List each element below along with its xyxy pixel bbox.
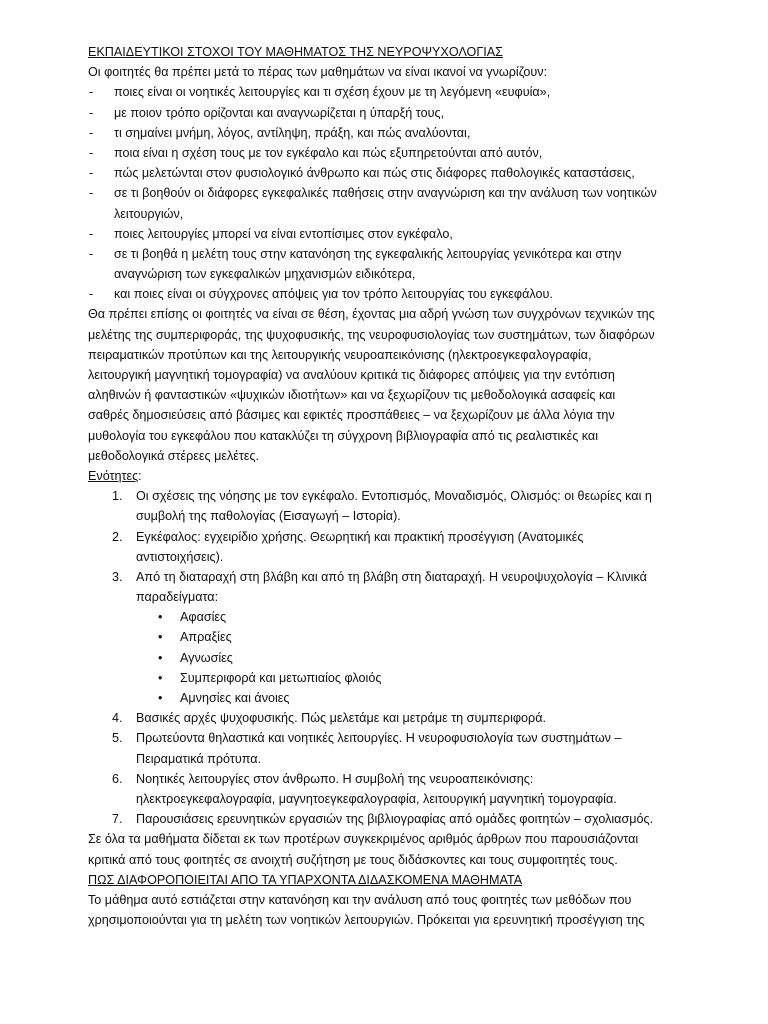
bullet-marker: • <box>158 691 163 705</box>
unit-number: 3. <box>112 569 123 584</box>
paragraph-line: Θα πρέπει επίσης οι φοιτητές να είναι σε θέση, έχοντας μια αδρή γνώση των συγχρόνων τεχνικών της <box>88 307 655 322</box>
list-item <box>88 224 682 244</box>
unit-number: 1. <box>112 489 123 504</box>
example-item <box>88 627 682 647</box>
example-text: Απραξίες <box>180 630 232 645</box>
dash-marker: - <box>89 145 94 160</box>
bullet-marker: • <box>158 670 163 685</box>
units-label: Ενότητες <box>88 468 139 483</box>
paragraph-line: μυθολογία του εγκεφάλου που κατακλύζει τη σύγχρονη βιβλιογραφία από τις ρεαλιστικές και <box>88 428 598 443</box>
list-item <box>88 244 682 284</box>
paragraph-line: κριτικά από τους φοιτητές σε ανοιχτή συζήτηση με τους διδάσκοντες και τους συμφοιτητές τους. <box>88 852 618 867</box>
list-item-text: και ποιες είναι οι σύγχρονες απόψεις για τον τρόπο λειτουργίας του εγκεφάλου. <box>114 287 553 302</box>
paragraph-articles <box>88 829 682 869</box>
list-item <box>88 183 682 223</box>
unit-text: Νοητικές λειτουργίες στον άνθρωπο. Η συμβολή της νευροαπεικόνισης: <box>136 771 534 786</box>
dash-marker: - <box>89 85 94 100</box>
units-colon: : <box>138 468 142 483</box>
unit-text: Πρωτεύοντα θηλαστικά και νοητικές λειτουργίες. Η νευροφυσιολογία των συστημάτων – <box>136 731 622 746</box>
dash-marker: - <box>89 186 94 201</box>
unit-number: 2. <box>112 529 123 544</box>
paragraph-line: Σε όλα τα μαθήματα δίδεται εκ των προτέρων συγκεκριμένος αριθμός άρθρων που παρουσιάζονται <box>88 832 639 847</box>
unit-item <box>88 809 682 829</box>
list-item <box>88 143 682 163</box>
units-heading <box>88 466 682 486</box>
unit-text: Οι σχέσεις της νόησης με τον εγκέφαλο. Εντοπισμός, Μοναδισμός, Ολισμός: οι θεωρίες και η <box>136 489 652 504</box>
section-heading: ΕΚΠΑΙΔΕΥΤΙΚΟΙ ΣΤΟΧΟΙ ΤΟΥ ΜΑΘΗΜΑΤΟΣ ΤΗΣ ΝΕΥΡΟΨΥΧΟΛΟΓΙΑΣ <box>88 45 503 59</box>
paragraph-line: πειραματικών προτύπων και της λειτουργικής νευροαπεικόνισης (ηλεκτροεγκεφαλογραφία, <box>88 347 592 362</box>
unit-number: 5. <box>112 731 123 746</box>
unit-text-continuation: αντιστοιχήσεις). <box>136 549 224 564</box>
document-page <box>88 42 682 930</box>
unit-number: 6. <box>112 771 123 786</box>
unit-item <box>88 708 682 728</box>
bullet-marker: • <box>158 650 163 665</box>
unit-text: Παρουσιάσεις ερευνητικών εργασιών της βιβλιογραφίας από ομάδες φοιτητών – σχολιασμός. <box>136 812 654 827</box>
paragraph-line: μελέτης της συμπεριφοράς, της ψυχοφυσικής, της νευροφυσιολογίας των συστημάτων, των διαφόρων <box>88 327 655 342</box>
dash-marker: - <box>89 166 94 181</box>
unit-text: Από τη διαταραχή στη βλάβη και από τη βλάβη στη διαταραχή. Η νευροψυχολογία – Κλινικά <box>136 569 647 584</box>
intro-line: Οι φοιτητές θα πρέπει μετά το πέρας των μαθημάτων να είναι ικανοί να γνωρίζουν: <box>88 65 548 80</box>
list-item-text: πώς μελετώνται στον φυσιολογικό άνθρωπο και πώς στις διάφορες παθολογικές καταστάσεις, <box>114 166 635 181</box>
list-item-text: σε τι βοηθά η μελέτη τους στην κατανόηση της εγκεφαλικής λειτουργίας γενικότερα και στην <box>114 246 622 261</box>
paragraph-line: χρησιμοποιούνται για τη μελέτη των νοητικών λειτουργιών. Πρόκειται για ερευνητική προσέγγιση της <box>88 913 645 928</box>
list-item <box>88 82 682 102</box>
bullet-marker: • <box>158 630 163 645</box>
example-text: Αγνωσίες <box>180 650 233 665</box>
unit-item <box>88 527 682 567</box>
list-item <box>88 103 682 123</box>
unit-text-continuation: Πειραματικά πρότυπα. <box>136 751 262 766</box>
list-item-continuation: αναγνώριση των εγκεφαλικών μηχανισμών ειδικότερα, <box>114 267 416 282</box>
paragraph-line: σαθρές δημοσιεύσεις από βάσιμες και εφικτές προσπάθειες – να ξεχωρίζουν με άλλα λόγια την <box>88 408 615 423</box>
list-item-text: ποια είναι η σχέση τους με τον εγκέφαλο και πώς εξυπηρετούνται από αυτόν, <box>114 145 543 160</box>
paragraph-line: λειτουργική μαγνητική τομογραφία) να αναλύουν κριτικά τις διάφορες απόψεις για την εντόπιση <box>88 368 615 382</box>
example-text: Αφασίες <box>180 610 227 625</box>
unit-number: 7. <box>112 812 123 827</box>
example-item <box>88 668 682 688</box>
example-item <box>88 648 682 668</box>
dash-marker: - <box>89 105 94 120</box>
unit-text-continuation: συμβολή της παθολογίας (Εισαγωγή – Ιστορία). <box>136 509 401 524</box>
dash-marker: - <box>89 246 94 261</box>
unit-text-continuation: παραδείγματα: <box>136 590 219 605</box>
example-text: Αμνησίες και άνοιες <box>180 691 290 705</box>
list-item <box>88 163 682 183</box>
dash-marker: - <box>89 125 94 140</box>
unit-item <box>88 486 682 526</box>
unit-text: Εγκέφαλος: εγχειρίδιο χρήσης. Θεωρητική και πρακτική προσέγγιση (Ανατομικές <box>136 529 584 544</box>
example-item <box>88 607 682 627</box>
list-item-text: με ποιον τρόπο ορίζονται και αναγνωρίζεται η ύπαρξή τους, <box>114 105 445 120</box>
bullet-marker: • <box>158 610 163 625</box>
dash-marker: - <box>89 287 94 302</box>
list-item-text: τι σημαίνει μνήμη, λόγος, αντίληψη, πράξη, και πώς αναλύονται, <box>114 125 471 140</box>
unit-item <box>88 769 682 809</box>
list-item-text: σε τι βοηθούν οι διάφορες εγκεφαλικές παθήσεις στην αναγνώριση και την ανάλυση των νοητικών <box>114 186 657 201</box>
paragraph-difference <box>88 890 682 930</box>
list-item-text: ποιες είναι οι νοητικές λειτουργίες και τι σχέση έχουν με τη λεγόμενη «ευφυία», <box>114 85 551 100</box>
list-item <box>88 123 682 143</box>
unit-item <box>88 567 682 607</box>
units-list <box>88 486 682 829</box>
dash-marker: - <box>89 226 94 241</box>
goals-list <box>88 82 682 304</box>
paragraph-line: Το μάθημα αυτό εστιάζεται στην κατανόηση και την ανάλυση από τους φοιτητές των μεθόδων που <box>88 892 632 907</box>
paragraph-line: αληθινών ή φανταστικών «ψυχικών ιδιοτήτων» και να ξεχωρίζουν τις μεθοδολογικά ασαφείς και <box>88 388 616 403</box>
examples-list <box>88 607 682 708</box>
unit-text: Βασικές αρχές ψυχοφυσικής. Πώς μελετάμε και μετράμε τη συμπεριφορά. <box>136 711 546 726</box>
list-item-text: ποιες λειτουργίες μπορεί να είναι εντοπίσιμες στον εγκέφαλο, <box>114 226 453 241</box>
paragraph-line: μεθοδολογικά στέρεες μελέτες. <box>88 448 260 463</box>
unit-text-continuation: ηλεκτροεγκεφαλογραφία, μαγνητοεγκεφαλογραφία, λειτουργική μαγνητική τομογραφία. <box>136 791 617 806</box>
unit-item <box>88 728 682 768</box>
list-item-continuation: λειτουργιών, <box>114 206 184 221</box>
list-item <box>88 284 682 304</box>
unit-number: 4. <box>112 711 123 726</box>
example-item <box>88 688 682 708</box>
paragraph-skills <box>88 304 682 466</box>
example-text: Συμπεριφορά και μετωπιαίος φλοιός <box>180 670 382 685</box>
section-heading-2: ΠΩΣ ΔΙΑΦΟΡΟΠΟΙΕΙΤΑΙ ΑΠΟ ΤΑ ΥΠΑΡΧΟΝΤΑ ΔΙΔΑΣΚΟΜΕΝΑ ΜΑΘΗΜΑΤΑ <box>88 872 523 887</box>
